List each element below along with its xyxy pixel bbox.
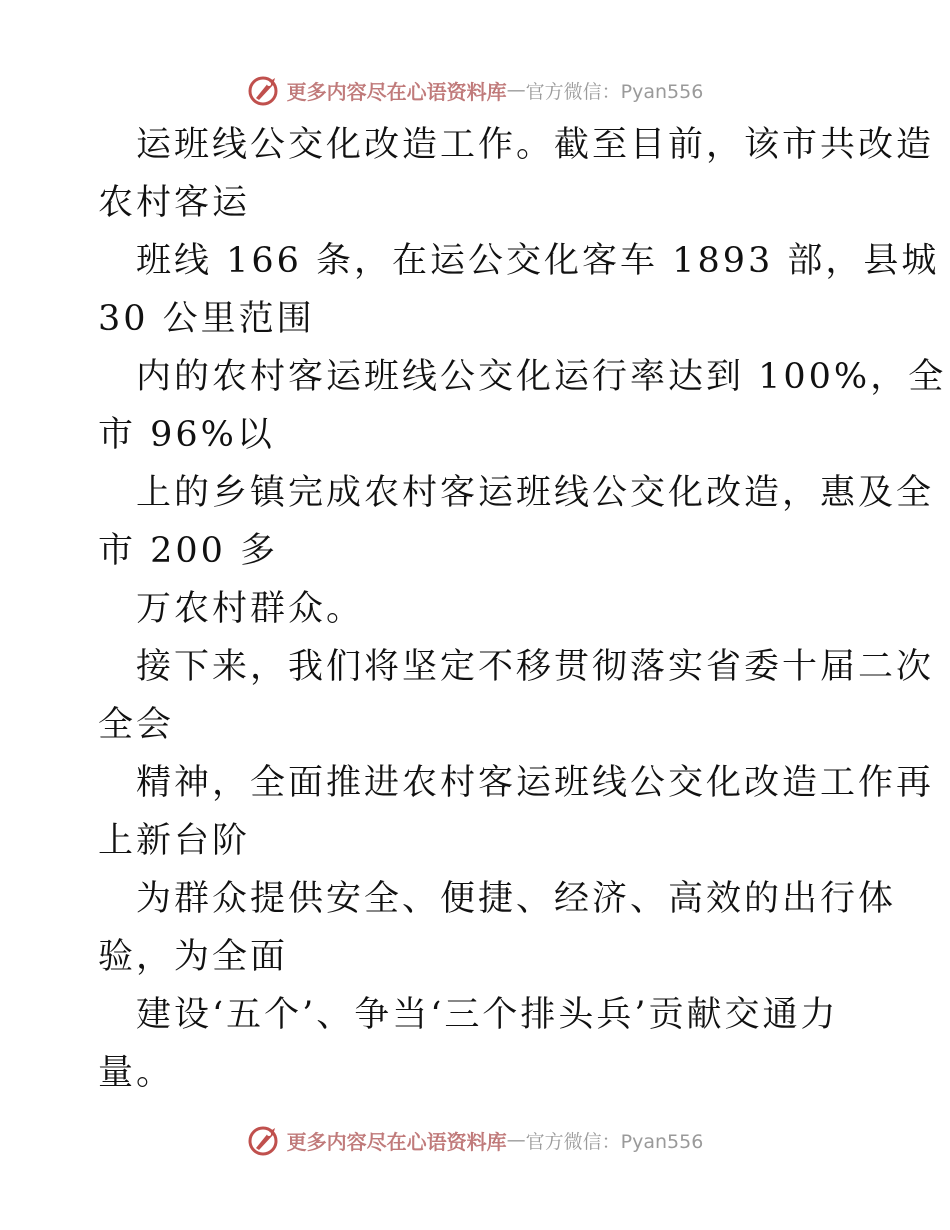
body-line: 接下来，我们将坚定不移贯彻落实省委十届二次 bbox=[136, 647, 935, 687]
body-line: 精神，全面推进农村客运班线公交化改造工作再 bbox=[136, 763, 935, 803]
body-line: 为群众提供安全、便捷、经济、高效的出行体 bbox=[136, 879, 897, 919]
watermark-wechat: 官方微信：Pyan556 bbox=[525, 80, 704, 103]
body-line: 内的农村客运班线公交化运行率达到 100%，全 bbox=[136, 357, 947, 397]
watermark-dash: — bbox=[506, 1129, 526, 1151]
body-line: 量。 bbox=[98, 1053, 175, 1093]
watermark-dash: — bbox=[506, 79, 526, 101]
body-line: 建设‘五个’、争当‘三个排头兵’贡献交通力 bbox=[136, 995, 839, 1035]
pen-nib-circle-icon bbox=[247, 72, 283, 108]
document-body bbox=[98, 116, 947, 1102]
body-line: 30 公里范围 bbox=[98, 299, 315, 339]
body-line: 市 96%以 bbox=[98, 415, 275, 455]
body-line: 上新台阶 bbox=[98, 821, 251, 861]
body-line: 市 200 多 bbox=[98, 531, 279, 571]
body-line: 万农村群众。 bbox=[136, 589, 365, 629]
body-line: 运班线公交化改造工作。截至目前，该市共改造 bbox=[136, 125, 935, 165]
body-line: 农村客运 bbox=[98, 183, 251, 223]
watermark-site-name: 更多内容尽在心语资料库 bbox=[286, 79, 507, 104]
body-line: 全会 bbox=[98, 705, 175, 745]
body-line: 上的乡镇完成农村客运班线公交化改造，惠及全 bbox=[136, 473, 935, 513]
body-line: 验，为全面 bbox=[98, 937, 289, 977]
watermark-site-name: 更多内容尽在心语资料库 bbox=[286, 1129, 507, 1154]
watermark-wechat: 官方微信：Pyan556 bbox=[525, 1130, 704, 1153]
header-watermark bbox=[0, 70, 950, 110]
footer-watermark bbox=[0, 1120, 950, 1160]
body-line: 班线 166 条，在运公交化客车 1893 部，县城 bbox=[136, 241, 940, 281]
pen-nib-circle-icon bbox=[247, 1122, 283, 1158]
